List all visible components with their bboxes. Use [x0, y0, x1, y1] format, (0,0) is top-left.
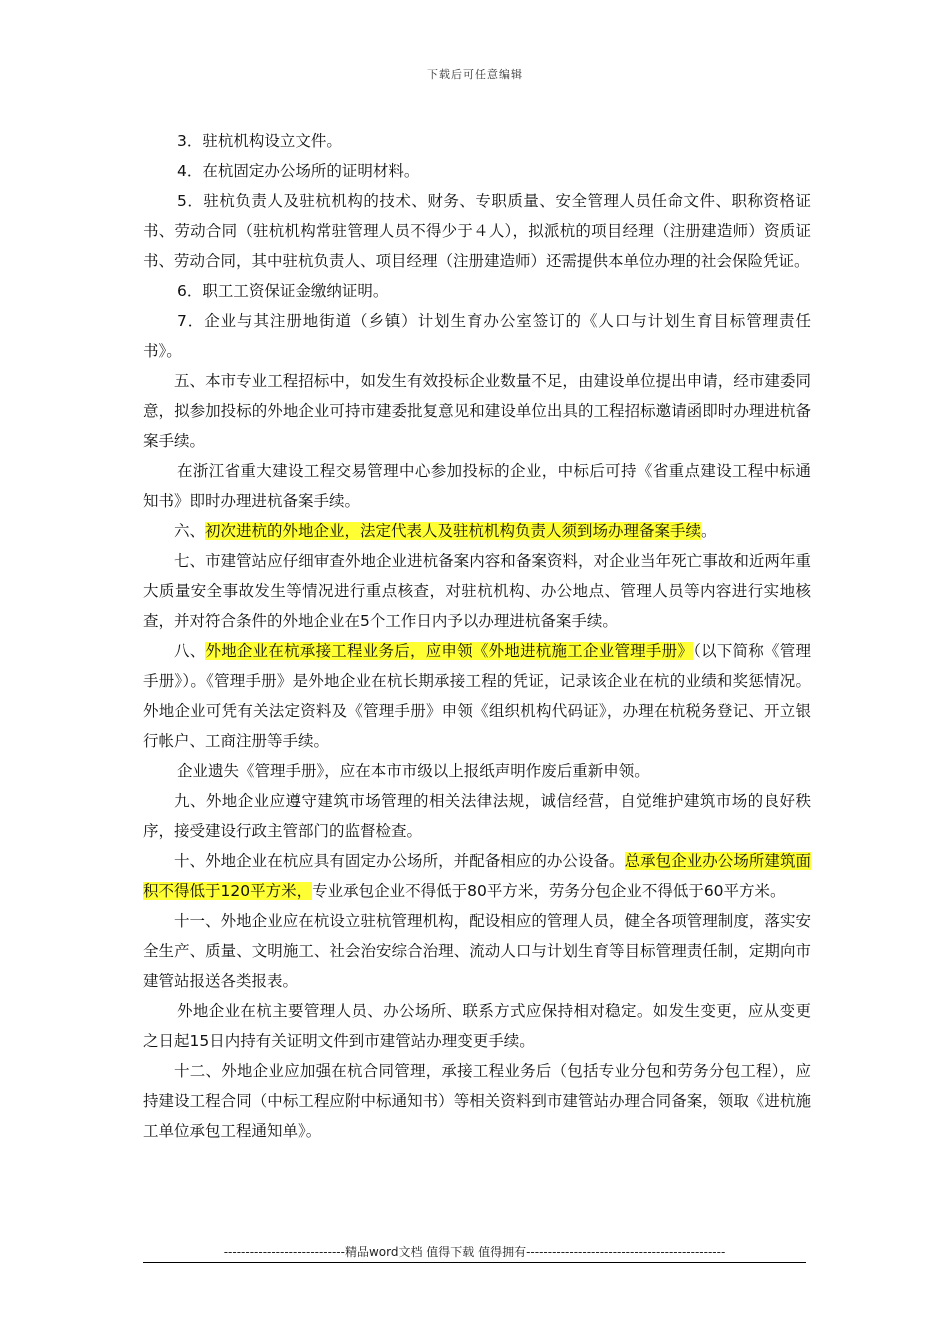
- paragraph-section-10: [143, 846, 811, 906]
- section-6-prefix: 六、: [174, 522, 206, 540]
- page-footer: ----------------------------精品word文档 值得下载 值得拥有----------------------------------------------: [223, 1245, 726, 1259]
- paragraph-section-9: 九、外地企业应遵守建筑市场管理的相关法律法规，诚信经营，自觉维护建筑市场的良好秩序，接受建设行政主管部门的监督检查。: [143, 792, 811, 840]
- section-10-prefix: 十、外地企业在杭应具有固定办公场所，并配备相应的办公设备。: [174, 852, 625, 870]
- paragraph-section-8: [143, 636, 811, 756]
- section-8-highlight: 外地企业在杭承接工程业务后，应申领《外地进杭施工企业管理手册》: [205, 642, 694, 660]
- paragraph-section-5: 五、本市专业工程招标中，如发生有效投标企业数量不足，由建设单位提出申请，经市建委同意，拟参加投标的外地企业可持市建委批复意见和建设单位出具的工程招标邀请函即时办理进杭备案手续。: [143, 372, 811, 450]
- paragraph-item-7: 7．企业与其注册地街道（乡镇）计划生育办公室签订的《人口与计划生育目标管理责任书》。: [143, 312, 811, 360]
- paragraph-section-12: 十二、外地企业应加强在杭合同管理，承接工程业务后（包括专业分包和劳务分包工程），应持建设工程合同（中标工程应附中标通知书）等相关资料到市建管站办理合同备案，领取《进杭施工单位承包工程通知单》。: [143, 1062, 811, 1140]
- section-10-highlight: 总承包企业办公场所建筑面积不得低于120平方米，: [143, 852, 811, 900]
- paragraph-section-6: [143, 516, 811, 546]
- section-8-suffix: （以下简称《管理手册》）。《管理手册》是外地企业在杭长期承接工程的凭证，记录该企业在杭的业绩和奖惩情况。外地企业可凭有关法定资料及《管理手册》申领《组织机构代码证》，办理在杭税务登记、开立银行帐户、工商注册等手续。: [143, 642, 811, 750]
- section-6-suffix: 。: [701, 522, 717, 540]
- paragraph-item-3: 3．驻杭机构设立文件。: [177, 132, 342, 150]
- footer-divider: [143, 1262, 806, 1263]
- paragraph-section-7: 七、市建管站应仔细审查外地企业进杭备案内容和备案资料，对企业当年死亡事故和近两年重大质量安全事故发生等情况进行重点核查，对驻杭机构、办公地点、管理人员等内容进行实地核查，并对符合条件的外地企业在5个工作日内予以办理进杭备案手续。: [143, 552, 811, 630]
- section-10-suffix: 专业承包企业不得低于80平方米，劳务分包企业不得低于60平方米。: [312, 882, 786, 900]
- paragraph-section-8-note: 企业遗失《管理手册》，应在本市市级以上报纸声明作废后重新申领。: [177, 762, 650, 780]
- section-6-highlight: 初次进杭的外地企业，法定代表人及驻杭机构负责人须到场办理备案手续: [205, 522, 702, 540]
- document-body: [143, 126, 811, 1146]
- paragraph-item-4: 4．在杭固定办公场所的证明材料。: [177, 162, 420, 180]
- paragraph-section-5-note: 在浙江省重大建设工程交易管理中心参加投标的企业，中标后可持《省重点建设工程中标通知书》即时办理进杭备案手续。: [143, 462, 811, 510]
- paragraph-section-11: 十一、外地企业应在杭设立驻杭管理机构，配设相应的管理人员，健全各项管理制度，落实安全生产、质量、文明施工、社会治安综合治理、流动人口与计划生育等目标管理责任制，定期向市建管站报送各类报表。: [143, 912, 811, 990]
- paragraph-item-5: 5．驻杭负责人及驻杭机构的技术、财务、专职质量、安全管理人员任命文件、职称资格证书、劳动合同（驻杭机构常驻管理人员不得少于４人），拟派杭的项目经理（注册建造师）资质证书、劳动合同，其中驻杭负责人、项目经理（注册建造师）还需提供本单位办理的社会保险凭证。: [143, 192, 811, 270]
- page-header: 下载后可任意编辑: [427, 68, 523, 81]
- section-8-prefix: 八、: [174, 642, 206, 660]
- paragraph-section-11-note: 外地企业在杭主要管理人员、办公场所、联系方式应保持相对稳定。如发生变更，应从变更之日起15日内持有关证明文件到市建管站办理变更手续。: [143, 1002, 811, 1050]
- paragraph-item-6: 6．职工工资保证金缴纳证明。: [177, 282, 389, 300]
